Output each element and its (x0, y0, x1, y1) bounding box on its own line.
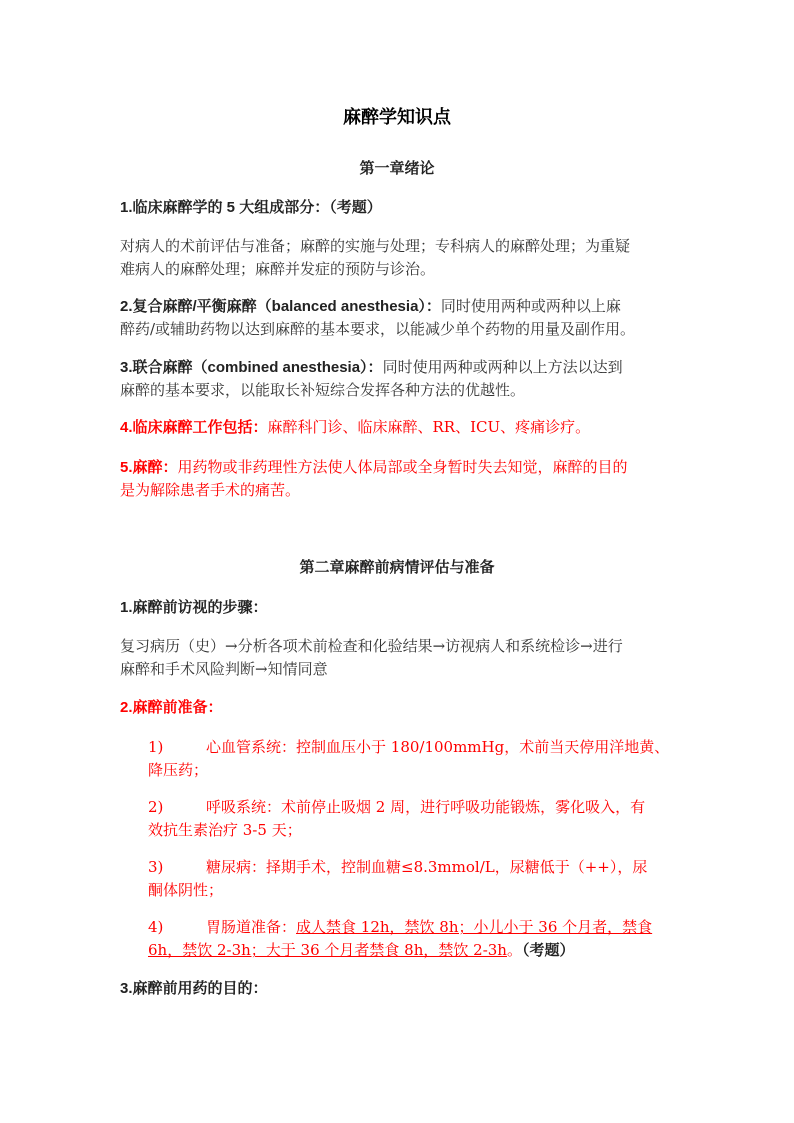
c1-s1-line2: 难病人的麻醉处理；麻醉并发症的预防与诊治。 (120, 260, 436, 278)
item-line1: 糖尿病：择期手术，控制血糖≤8.3mmol/L，尿糖低于（++），尿 (206, 858, 648, 876)
c1-s1-line1: 对病人的术前评估与准备；麻醉的实施与处理；专科病人的麻醉处理；为重疑 (120, 237, 631, 255)
c2-prep-item-1 (148, 736, 680, 782)
c2-prep-item-3 (148, 856, 680, 902)
c1-section1-body (120, 235, 680, 281)
c1-s5-heading: 5.麻醉： (120, 459, 178, 476)
c2-section3-heading: 3.麻醉前用药的目的： (120, 980, 268, 997)
item-line2: 降压药； (148, 761, 209, 779)
c1-s5-line1: 用药物或非药理性方法使人体局部或全身暂时失去知觉，麻醉的目的 (177, 458, 628, 476)
item-line2: 酮体阴性； (148, 881, 224, 899)
chapter1-heading: 第一章绪论 (359, 160, 435, 177)
c1-section5 (120, 456, 680, 502)
c2-section1-body (120, 635, 680, 681)
c1-section3 (120, 356, 680, 402)
c1-section2 (120, 295, 680, 341)
item-line1-label: 胃肠道准备： (206, 918, 297, 936)
item-line2-period: 。 (506, 941, 522, 959)
c2-prep-item-2 (148, 796, 680, 842)
item-number: 4) (148, 918, 164, 936)
c1-s3-line2: 麻醉的基本要求，以能取长补短综合发挥各种方法的优越性。 (120, 381, 526, 399)
c1-s2-line1: 同时使用两种或两种以上麻 (440, 297, 621, 315)
c2-section2-heading: 2.麻醉前准备： (120, 699, 223, 716)
item-number: 2) (148, 798, 164, 816)
document-title: 麻醉学知识点 (343, 107, 451, 127)
c1-s3-line1: 同时使用两种或两种以上方法以达到 (382, 358, 623, 376)
item-line2-underlined: 6h，禁饮 2-3h；大于 36 个月者禁食 8h，禁饮 2-3h (148, 941, 507, 959)
c2-s1-line2: 麻醉和手术风险判断→知情同意 (120, 660, 328, 678)
item-number: 1) (148, 738, 164, 756)
c1-section1-heading: 1.临床麻醉学的 5 大组成部分：（考题） (120, 199, 382, 216)
c2-section1-heading: 1.麻醉前访视的步骤： (120, 599, 268, 616)
c1-s4-text: 麻醉科门诊、临床麻醉、RR、ICU、疼痛诊疗。 (267, 418, 591, 436)
c1-s2-line2: 醉药/或辅助药物以达到麻醉的基本要求，以能减少单个药物的用量及副作用。 (120, 320, 636, 338)
item-line1: 呼吸系统：术前停止吸烟 2 周，进行呼吸功能锻炼，雾化吸入，有 (206, 798, 646, 816)
item-line1: 心血管系统：控制血压小于 180/100mmHg，术前当天停用洋地黄、 (206, 738, 670, 756)
c1-s5-line2: 是为解除患者手术的痛苦。 (120, 481, 301, 499)
chapter2-heading: 第二章麻醉前病情评估与准备 (299, 559, 495, 576)
item-number: 3) (148, 858, 164, 876)
item-line2: 效抗生素治疗 3-5 天； (148, 821, 302, 839)
c1-s4-heading: 4.临床麻醉工作包括： (120, 419, 268, 436)
exam-note: （考题） (522, 942, 575, 959)
c1-s3-heading: 3.联合麻醉（combined anesthesia）： (120, 359, 383, 376)
c1-s2-heading: 2.复合麻醉/平衡麻醉（balanced anesthesia）： (120, 298, 441, 315)
c2-s1-line1: 复习病历（史）→分析各项术前检查和化验结果→访视病人和系统检诊→进行 (120, 637, 623, 655)
c2-prep-item-4 (148, 916, 680, 962)
item-line1-underlined: 成人禁食 12h，禁饮 8h；小儿小于 36 个月者，禁食 (296, 918, 653, 936)
c1-section4 (120, 416, 680, 439)
